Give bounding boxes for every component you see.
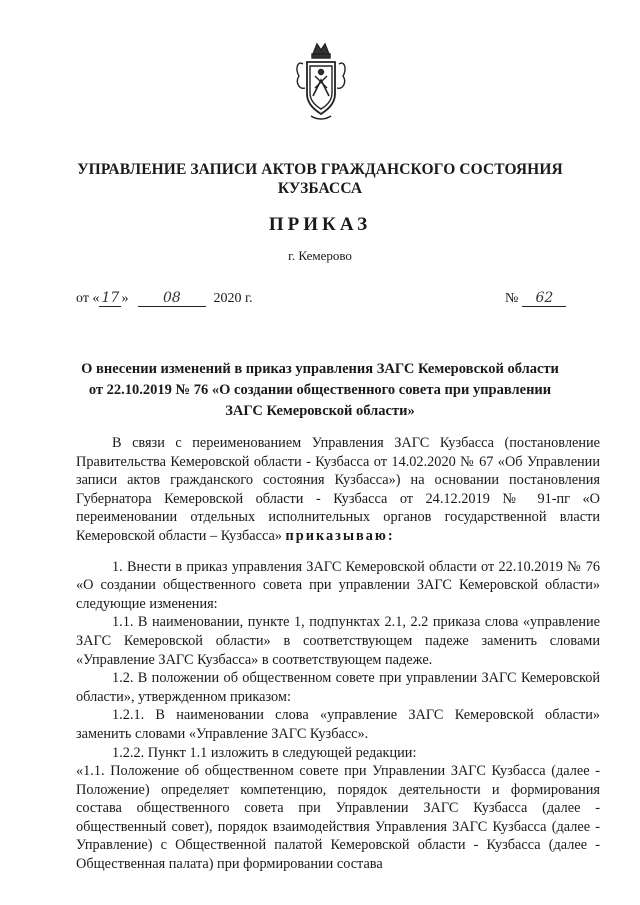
- quoted-paragraph: «1.1. Положение об общественном совете при Управлении ЗАГС Кузбасса (далее - Положение) определяет компетенцию, порядок деятельности и формирования состава общественного совета при Управлении ЗАГС Кузбасса (далее - общественный совет), порядок взаимодействия Управления ЗАГС Кузбасса (далее - Управление) с Общественной палатой Кемеровской области - Кузбасса (далее - Общественная палата) при формировании состава: [76, 763, 600, 873]
- date-month: 08: [138, 290, 206, 307]
- number-label: №: [505, 291, 519, 306]
- paragraph-1-2-1: 1.2.1. В наименовании слова «управление ЗАГС Кемеровской области» заменить словами «Управление ЗАГС Кузбасс».: [76, 707, 600, 742]
- number-line: [505, 290, 566, 307]
- paragraph-1-2: 1.2. В положении об общественном совете при управлении ЗАГС Кемеровской области», утвержденном приказом:: [76, 670, 600, 705]
- intro-paragraph: [76, 434, 600, 546]
- date-year: 2020 г.: [213, 291, 253, 306]
- paragraph-1-2-2: 1.2.2. Пункт 1.1 изложить в следующей редакции:: [112, 744, 417, 761]
- date-day: 17: [99, 290, 121, 307]
- city: г. Кемерово: [288, 248, 352, 263]
- date-line: [76, 290, 253, 307]
- document-body: [76, 434, 600, 874]
- subject-line-2: от 22.10.2019 № 76 «О создании общественного совета при управлении: [88, 382, 552, 398]
- number-value: 62: [522, 290, 566, 307]
- date-close: »: [121, 291, 129, 306]
- paragraph-1-1: 1.1. В наименовании, пункте 1, подпунктах 2.1, 2.2 приказа слова «управление ЗАГС Кемеровской области» в соответствующем падеже заменить словами «Управление ЗАГС Кузбасса» в соответствующем падеже.: [76, 614, 600, 668]
- subject-line-3: ЗАГС Кемеровской области»: [225, 403, 415, 419]
- paragraph-1: 1. Внести в приказ управления ЗАГС Кемеровской области от 22.10.2019 № 76 «О создании общественного совета при управлении ЗАГС Кемеровской области» следующие изменения:: [76, 558, 600, 612]
- date-prefix: от «: [76, 291, 100, 306]
- intro-text: В связи с переименованием Управления ЗАГС Кузбасса (постановление Правительства Кемеровской области - Кузбасса от 14.02.2020 № 67 «Об Управлении записи актов гражданского состояния Кузбасса») на основании постановления Губернатора Кемеровской области - Кузбасса от 24.12.2019 № 91-пг «О переименовании отдельных исполнительных органов государственной власти Кемеровской области – Кузбасса»: [76, 435, 600, 544]
- organization-name: [60, 160, 580, 198]
- org-line-2: КУЗБАССА: [277, 180, 363, 197]
- subject-line-1: О внесении изменений в приказ управления ЗАГС Кемеровской области: [81, 361, 559, 377]
- document-subject: [70, 359, 570, 422]
- order-word: приказываю:: [285, 527, 395, 544]
- org-line-1: УПРАВЛЕНИЕ ЗАПИСИ АКТОВ ГРАЖДАНСКОГО СОСТОЯНИЯ: [77, 161, 563, 178]
- document-type: ПРИКАЗ: [268, 214, 372, 235]
- coat-of-arms-icon: [293, 40, 349, 124]
